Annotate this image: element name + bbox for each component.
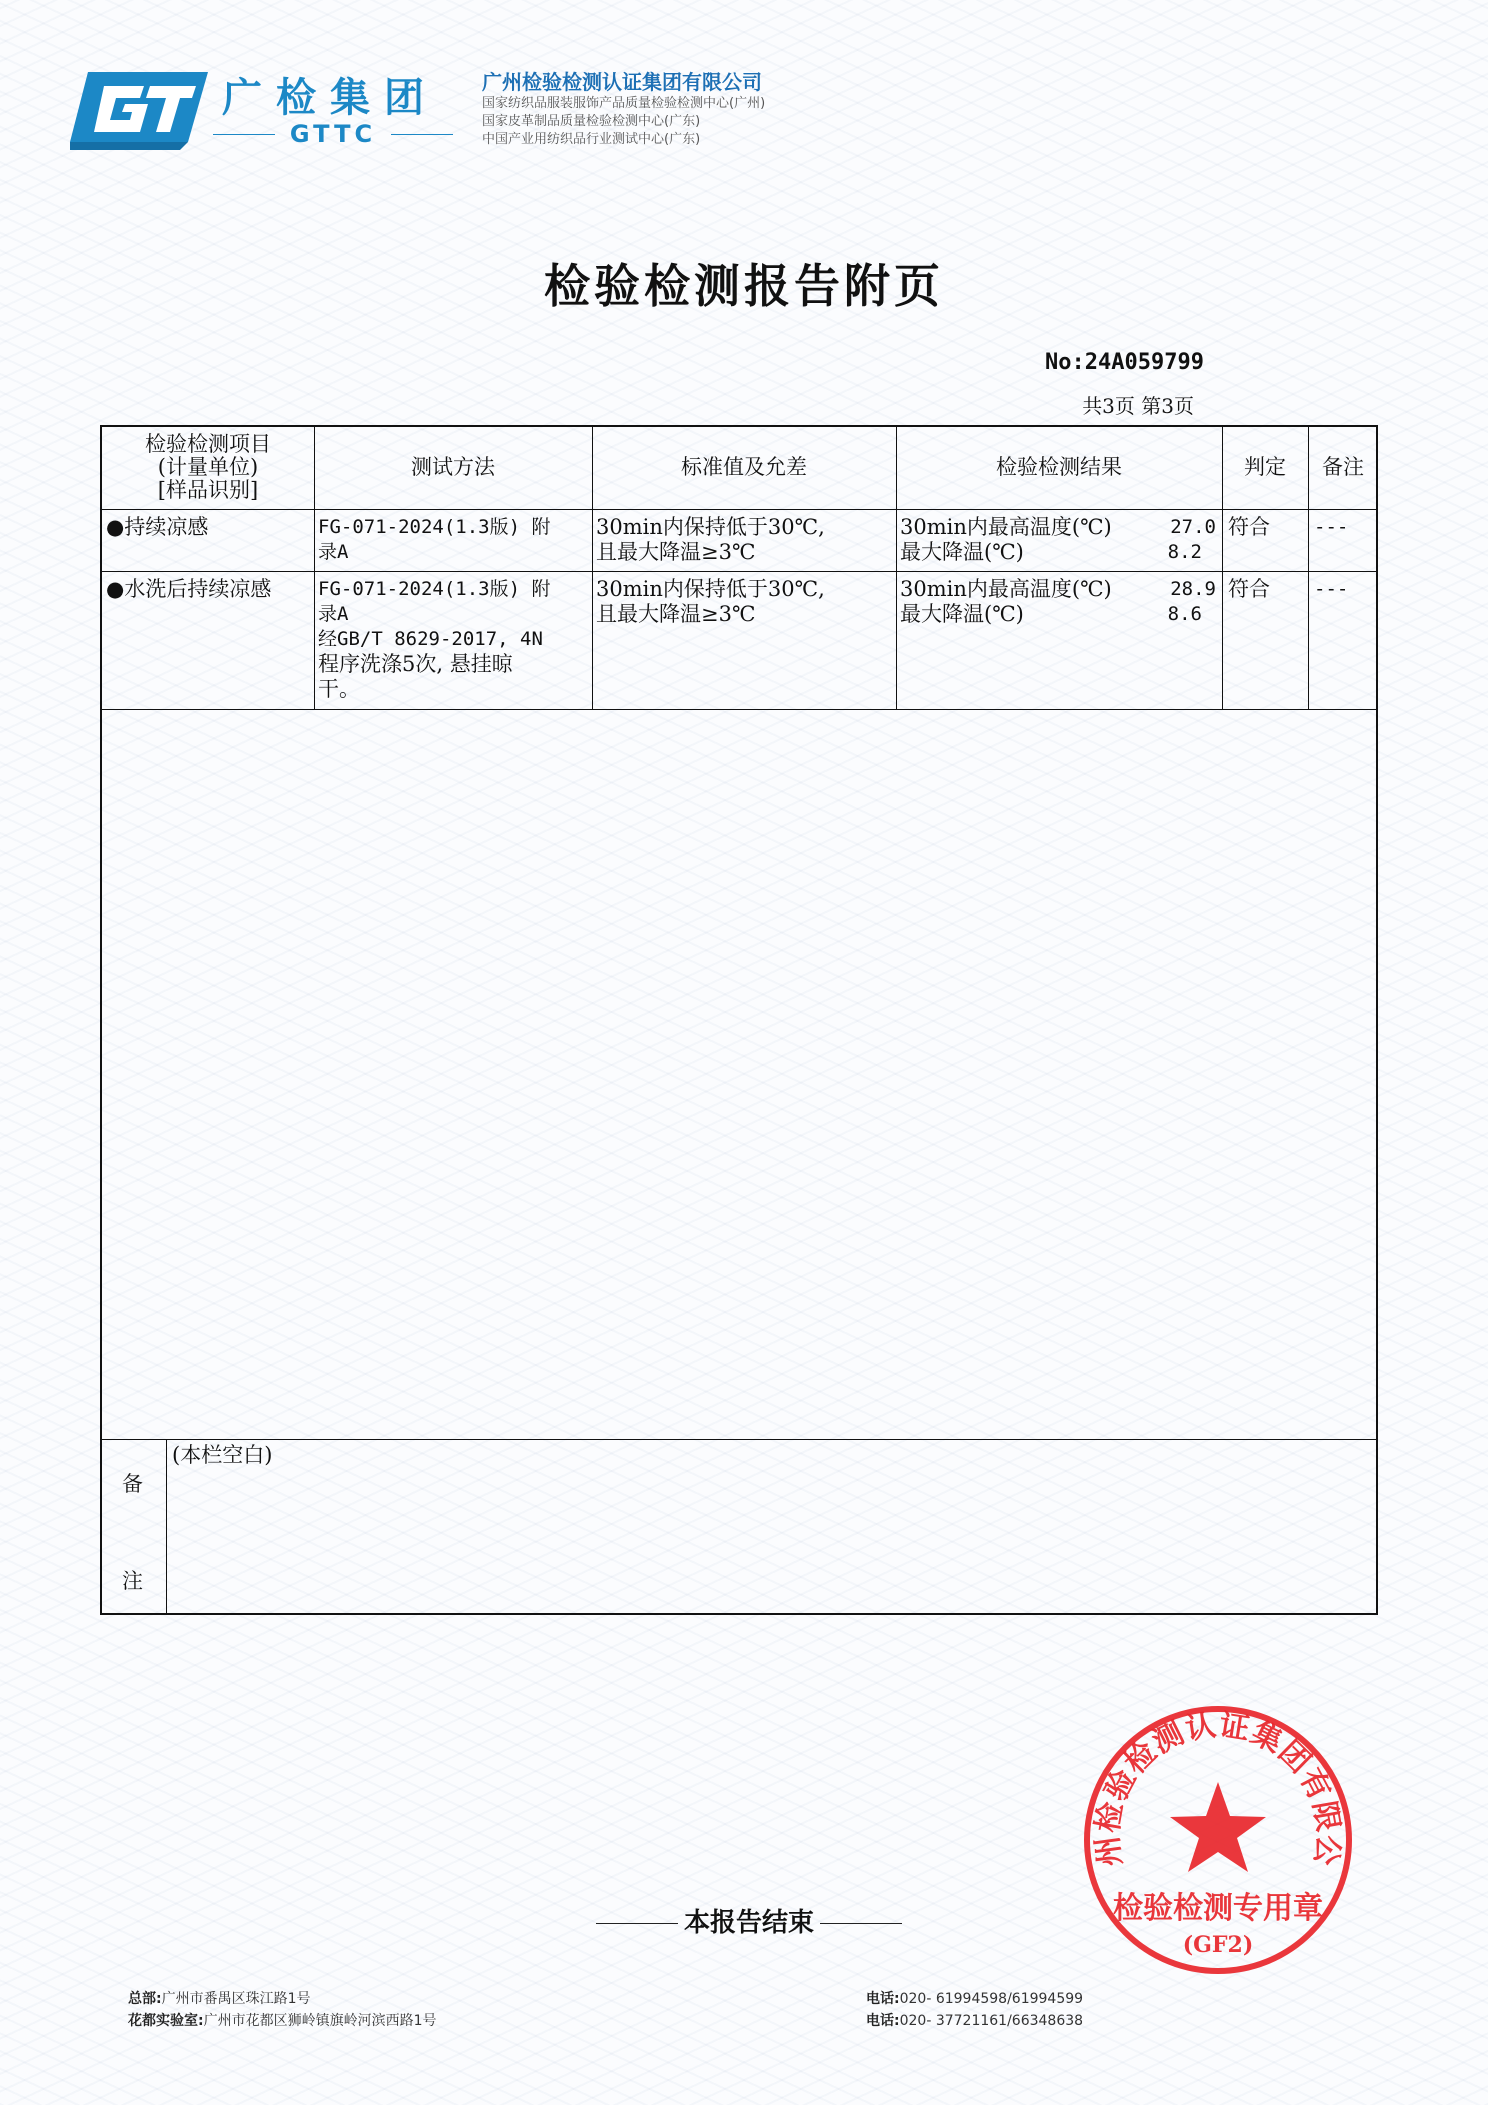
row1-item: ●持续凉感	[106, 515, 209, 539]
row1-method-line: FG-071-2024(1.3版) 附	[318, 516, 551, 538]
huadu-label: 花都实验室:	[128, 2013, 204, 2029]
row2-method-line: 程序洗涤5次, 悬挂晾	[318, 652, 513, 676]
end-dash-right	[820, 1923, 902, 1924]
row1-result-line	[900, 515, 1216, 540]
row1-standard-line: 30min内保持低于30℃,	[596, 515, 825, 539]
row2-judgement: 符合	[1228, 577, 1270, 601]
row-divider	[102, 509, 1376, 510]
brand-name-cn: 广检集团	[222, 75, 438, 121]
row-divider	[102, 709, 1376, 710]
report-end	[590, 1902, 908, 1939]
seal-org-arc: 州检验检测认证集团有限公	[1090, 1707, 1346, 1869]
header-item-line: [样品识别]	[157, 478, 259, 502]
brand-name-en-wrap	[213, 120, 453, 150]
seal-star-icon	[1170, 1782, 1266, 1872]
document-title: 检验检测报告附页	[544, 259, 944, 313]
row1-result	[900, 515, 1216, 565]
header-item-line: (计量单位)	[157, 455, 259, 479]
org-line: 国家纺织品服装服饰产品质量检验检测中心(广州)	[482, 96, 766, 111]
phone-label: 电话:	[866, 2013, 900, 2029]
header-judgement: 判定	[1244, 455, 1286, 479]
row2-result	[900, 577, 1216, 627]
col-divider	[166, 1439, 167, 1615]
row1-result-value: 8.2	[1167, 541, 1202, 563]
footer-phones	[866, 1988, 1083, 2032]
row2-result-line	[900, 577, 1216, 602]
official-seal	[1078, 1700, 1358, 1980]
header-remark: 备注	[1322, 455, 1364, 479]
row2-result-label: 最大降温(℃)	[900, 602, 1024, 626]
row2-result-line	[900, 602, 1216, 627]
row2-method	[318, 577, 590, 702]
hq-address: 广州市番禺区珠江路1号	[161, 1991, 311, 2007]
seal-code: (GF2)	[1182, 1932, 1254, 1958]
row1-result-label: 最大降温(℃)	[900, 540, 1024, 564]
header-item-line: 检验检测项目	[145, 432, 271, 456]
row1-method-line: 录A	[318, 541, 349, 563]
huadu-address: 广州市花都区狮岭镇旗岭河滨西路1号	[203, 2013, 437, 2029]
phone-number: 020- 61994598/61994599	[899, 1991, 1084, 2007]
row1-standard-line: 且最大降温≥3℃	[596, 540, 756, 564]
row2-standard-line: 30min内保持低于30℃,	[596, 577, 825, 601]
page-info: 共3页 第3页	[1082, 394, 1194, 418]
phone-label: 电话:	[866, 1991, 900, 2007]
row1-method	[318, 515, 590, 565]
results-table	[100, 425, 1378, 1615]
row2-result-value: 28.9	[1170, 578, 1216, 600]
row2-result-label: 30min内最高温度(℃)	[900, 577, 1112, 601]
row2-method-line: FG-071-2024(1.3版) 附	[318, 578, 551, 600]
remarks-label-1: 备	[122, 1472, 143, 1496]
row2-standard-line: 且最大降温≥3℃	[596, 602, 756, 626]
row2-remark: ---	[1314, 578, 1349, 600]
row1-result-label: 30min内最高温度(℃)	[900, 515, 1112, 539]
brand-name-en: GTTC	[289, 120, 377, 148]
row2-result-value: 8.6	[1167, 603, 1202, 625]
row2-standard	[596, 577, 894, 627]
report-number: No:24A059799	[1045, 350, 1204, 375]
row-divider	[102, 1439, 1376, 1440]
seal-purpose: 检验检测专用章	[1113, 1891, 1323, 1926]
gttc-logo-icon	[70, 64, 210, 150]
row-divider	[102, 571, 1376, 572]
row1-remark: ---	[1314, 516, 1349, 538]
org-line: 国家皮革制品质量检验检测中心(广东)	[482, 114, 701, 129]
org-name: 广州检验检测认证集团有限公司	[482, 70, 762, 94]
hq-label: 总部:	[128, 1991, 162, 2007]
org-line: 中国产业用纺织品行业测试中心(广东)	[482, 132, 701, 147]
report-end-text: 本报告结束	[684, 1908, 815, 1938]
header-result: 检验检测结果	[996, 455, 1122, 479]
row2-method-line: 干。	[318, 677, 360, 701]
remarks-text: (本栏空白)	[172, 1443, 273, 1467]
end-dash-left	[596, 1923, 678, 1924]
org-info	[482, 66, 842, 149]
row1-result-value: 27.0	[1170, 516, 1216, 538]
row1-standard	[596, 515, 894, 565]
row2-method-line: 录A	[318, 603, 349, 625]
phone-number: 020- 37721161/66348638	[899, 2013, 1084, 2029]
row2-item: ●水洗后持续凉感	[106, 577, 272, 601]
row2-method-line: 经GB/T 8629-2017, 4N	[318, 628, 543, 650]
brand-line-right	[391, 134, 453, 135]
row1-judgement: 符合	[1228, 515, 1270, 539]
header-method: 测试方法	[411, 455, 495, 479]
footer-addresses	[128, 1988, 437, 2032]
header-standard: 标准值及允差	[681, 455, 807, 479]
row1-result-line	[900, 540, 1216, 565]
remarks-label-2: 注	[122, 1569, 143, 1593]
header-item	[102, 433, 314, 502]
